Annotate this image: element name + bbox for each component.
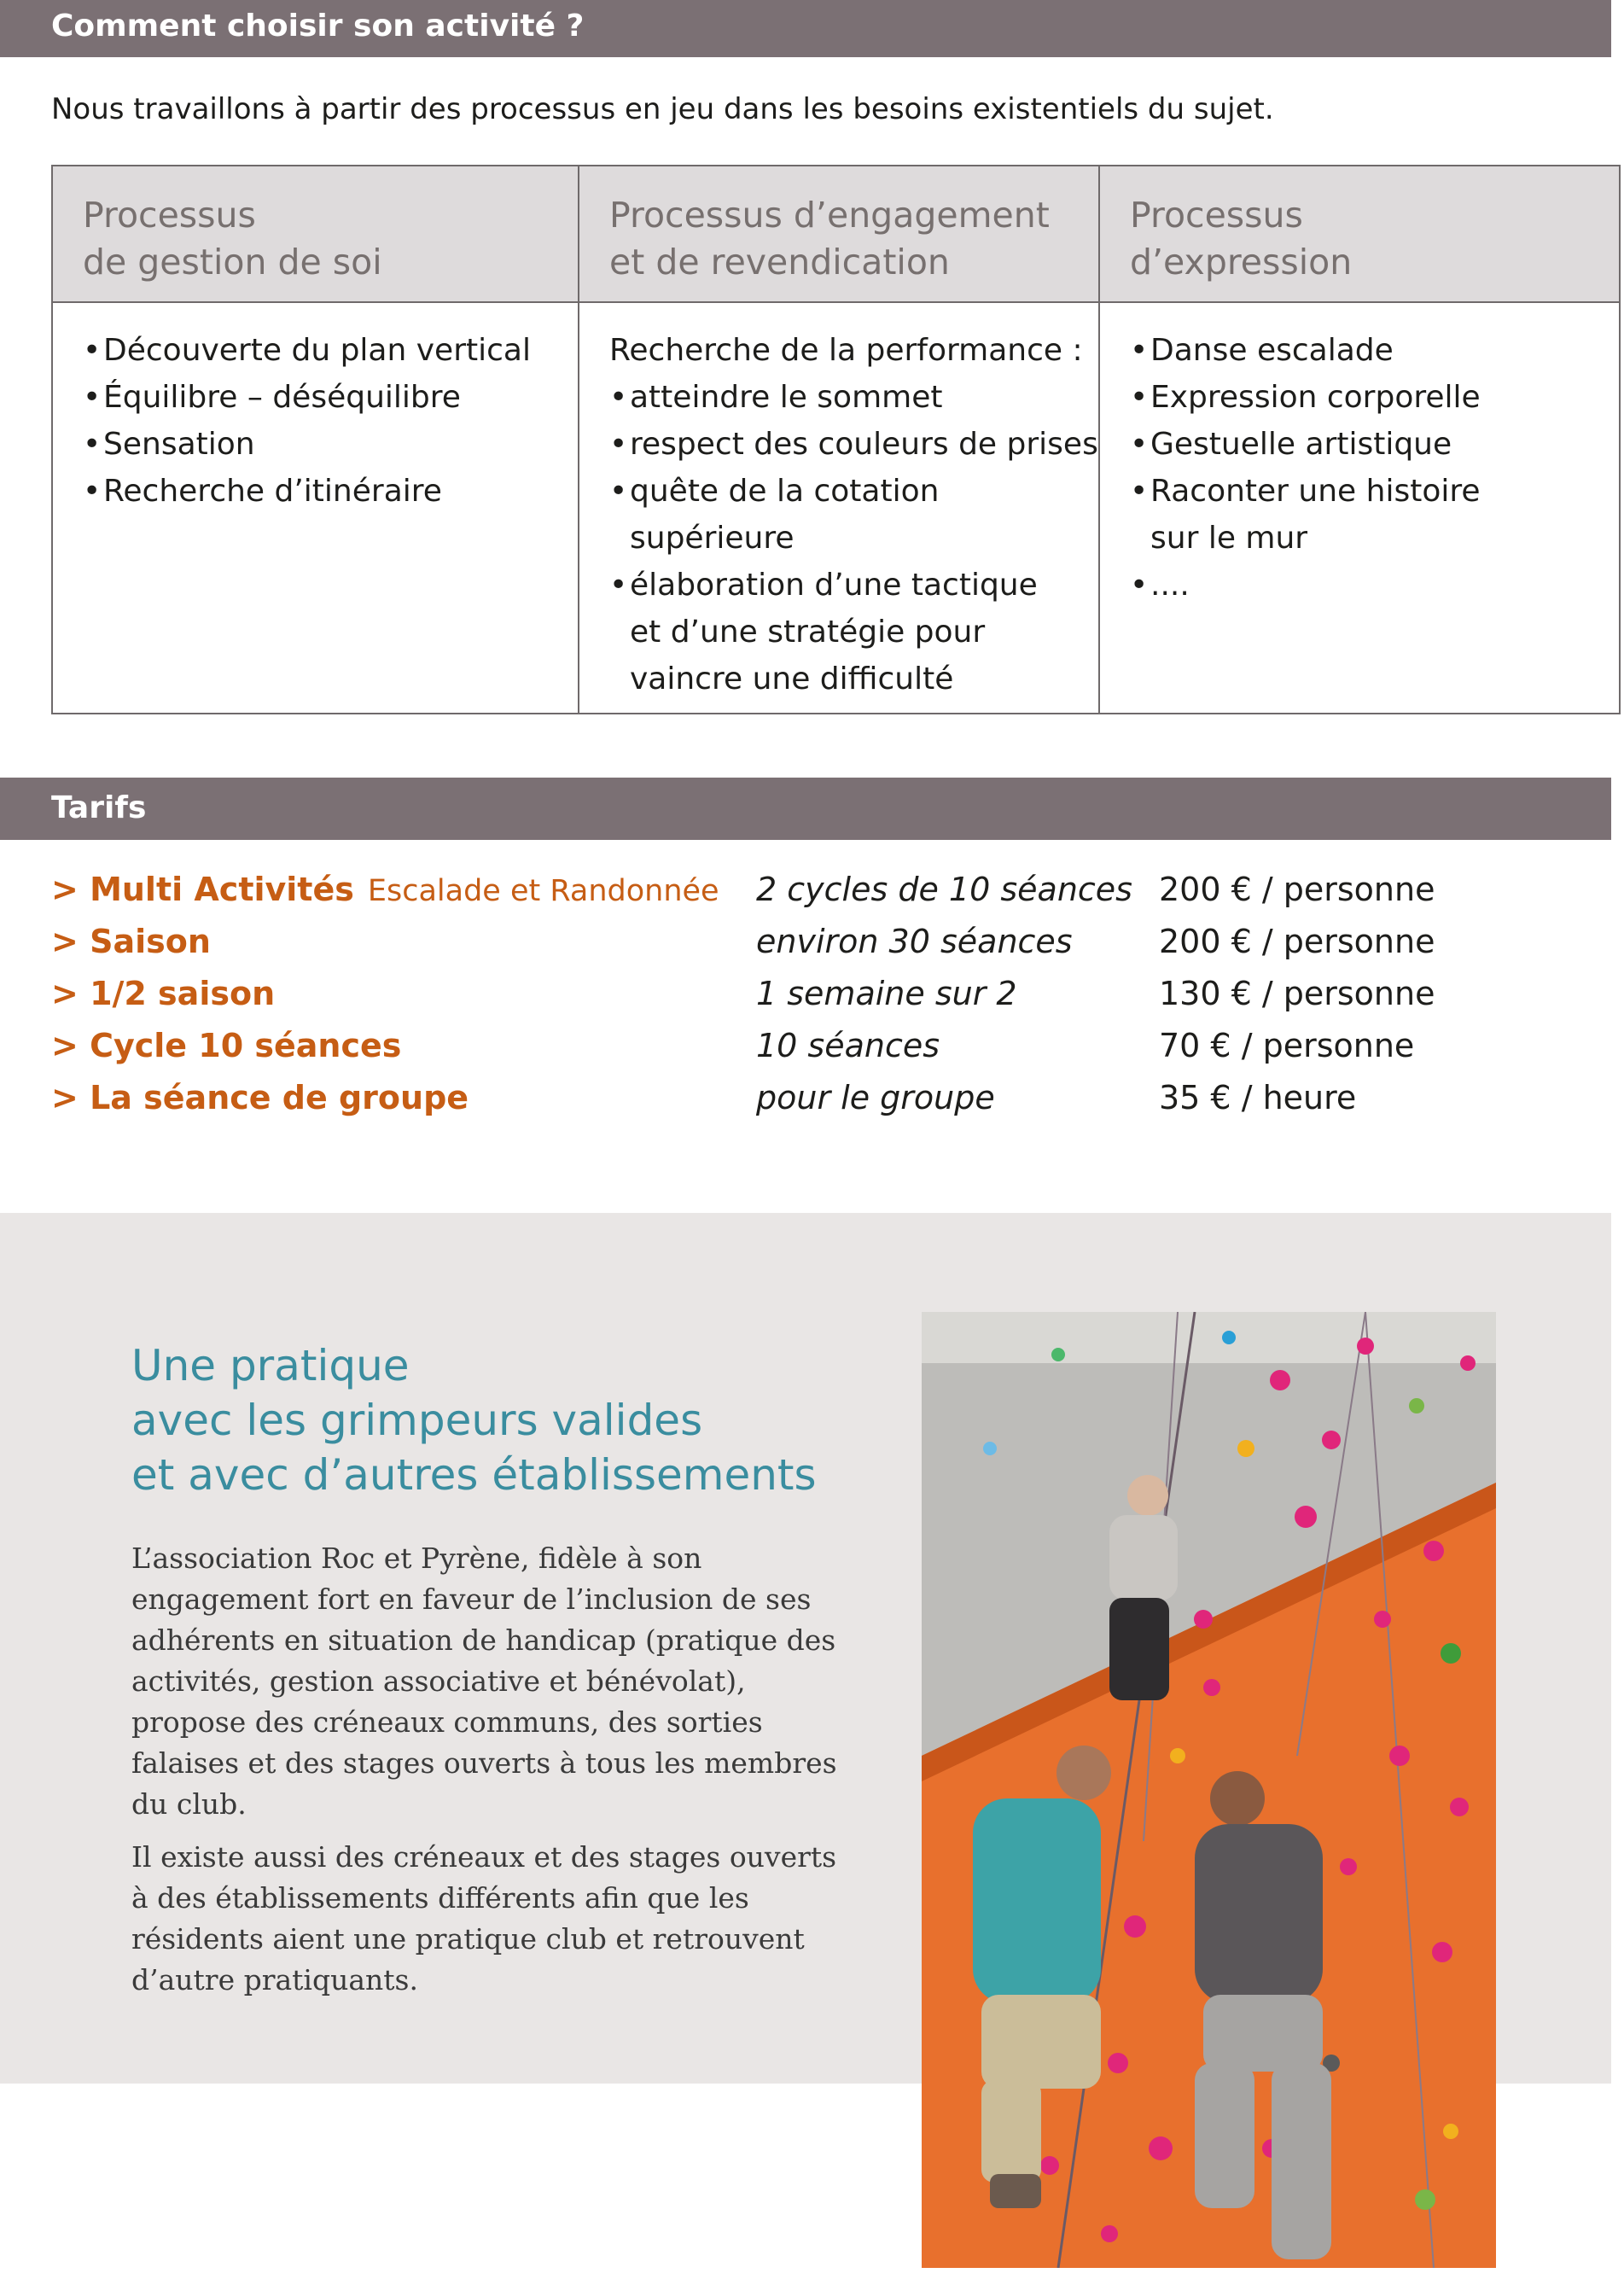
section-header-activity bbox=[0, 0, 1611, 57]
list-item: • élaboration d’une tactique et d’une stratégie pour vaincre une difficulté bbox=[609, 562, 1074, 702]
header-line: Processus bbox=[83, 195, 256, 236]
list-item: • Gestuelle artistique bbox=[1130, 421, 1619, 468]
process-table-header-row bbox=[52, 166, 1620, 302]
section-title-tarifs: Tarifs bbox=[51, 790, 147, 825]
offer-description: pour le groupe bbox=[756, 1079, 995, 1116]
climbing-wall-illustration bbox=[922, 1312, 1496, 2268]
list-item: • quête de la cotation supérieure bbox=[609, 468, 1098, 562]
offer-name: > La séance de groupe bbox=[51, 1079, 469, 1116]
price-row bbox=[51, 1079, 1587, 1131]
header-line: et de revendication bbox=[609, 242, 950, 283]
list-item: • Équilibre – déséquilibre bbox=[83, 374, 578, 421]
offer-price: 200 € / personne bbox=[1159, 871, 1435, 908]
offer-description: 2 cycles de 10 séances bbox=[756, 871, 1132, 908]
column-header-engagement bbox=[579, 166, 1099, 302]
intro-text: Nous travaillons à partir des processus en jeu dans les besoins existentiels du sujet. bbox=[51, 92, 1274, 126]
bullet-list bbox=[83, 327, 578, 515]
offer-description: 1 semaine sur 2 bbox=[756, 975, 1017, 1012]
column-header-self-management bbox=[52, 166, 579, 302]
price-row bbox=[51, 1027, 1587, 1079]
inclusion-body bbox=[131, 1538, 857, 2013]
inclusion-heading bbox=[131, 1338, 817, 1502]
offer-price: 130 € / personne bbox=[1159, 975, 1435, 1012]
bullet-list bbox=[609, 374, 1098, 702]
offer-subtitle: Escalade et Randonnée bbox=[367, 874, 719, 908]
price-list bbox=[51, 871, 1587, 1131]
section-header-tarifs bbox=[0, 778, 1611, 840]
list-item: • respect des couleurs de prises bbox=[609, 421, 1098, 468]
list-item: • Découverte du plan vertical bbox=[83, 327, 578, 374]
list-item: • .... bbox=[1130, 562, 1619, 609]
climbing-wall-photo bbox=[922, 1312, 1496, 2268]
header-line: Processus bbox=[1130, 195, 1303, 236]
list-item: • Recherche d’itinéraire bbox=[83, 468, 578, 515]
list-lead: Recherche de la performance : bbox=[609, 333, 1083, 368]
offer-name: > Cycle 10 séances bbox=[51, 1027, 402, 1064]
offer-name: > Saison bbox=[51, 923, 211, 960]
process-table bbox=[51, 165, 1621, 714]
column-self-management bbox=[52, 302, 579, 714]
header-line: de gestion de soi bbox=[83, 242, 382, 283]
price-row bbox=[51, 923, 1587, 975]
heading-line: avec les grimpeurs valides bbox=[131, 1396, 703, 1445]
price-row bbox=[51, 975, 1587, 1027]
offer-price: 70 € / personne bbox=[1159, 1027, 1415, 1064]
heading-line: et avec d’autres établissements bbox=[131, 1450, 817, 1500]
section-title-activity: Comment choisir son activité ? bbox=[51, 9, 585, 44]
paragraph: Il existe aussi des créneaux et des stages ouverts à des établissements différents afin que les résidents aient une pratique club et retrouvent d’autre pratiquants. bbox=[131, 1840, 837, 1996]
list-item: • Danse escalade bbox=[1130, 327, 1619, 374]
ceiling-light bbox=[922, 1312, 1496, 1363]
offer-price: 200 € / personne bbox=[1159, 923, 1435, 960]
header-line: Processus d’engagement bbox=[609, 195, 1050, 236]
price-row bbox=[51, 871, 1587, 923]
list-item: • Raconter une histoire sur le mur bbox=[1130, 468, 1509, 562]
list-item: • Expression corporelle bbox=[1130, 374, 1619, 421]
heading-line: Une pratique bbox=[131, 1341, 410, 1390]
column-expression bbox=[1099, 302, 1620, 714]
offer-description: 10 séances bbox=[756, 1027, 940, 1064]
paragraph: L’association Roc et Pyrène, fidèle à son engagement fort en faveur de l’inclusion de ses adhérents en situation de handicap (pratique des activités, gestion associative et bénévolat), propose des créneaux communs, des sorties falaises et des stages ouverts à tous les membres du club. bbox=[131, 1542, 837, 1821]
column-header-expression bbox=[1099, 166, 1620, 302]
list-item: • Sensation bbox=[83, 421, 578, 468]
offer-description: environ 30 séances bbox=[756, 923, 1073, 960]
header-line: d’expression bbox=[1130, 242, 1353, 283]
offer-name: > 1/2 saison bbox=[51, 975, 276, 1012]
price-row-name bbox=[51, 871, 719, 908]
list-item: • atteindre le sommet bbox=[609, 374, 1098, 421]
bullet-list bbox=[1130, 327, 1619, 609]
column-engagement bbox=[579, 302, 1099, 714]
offer-name: > Multi Activités bbox=[51, 871, 354, 908]
offer-price: 35 € / heure bbox=[1159, 1079, 1357, 1116]
process-table-body-row bbox=[52, 302, 1620, 714]
